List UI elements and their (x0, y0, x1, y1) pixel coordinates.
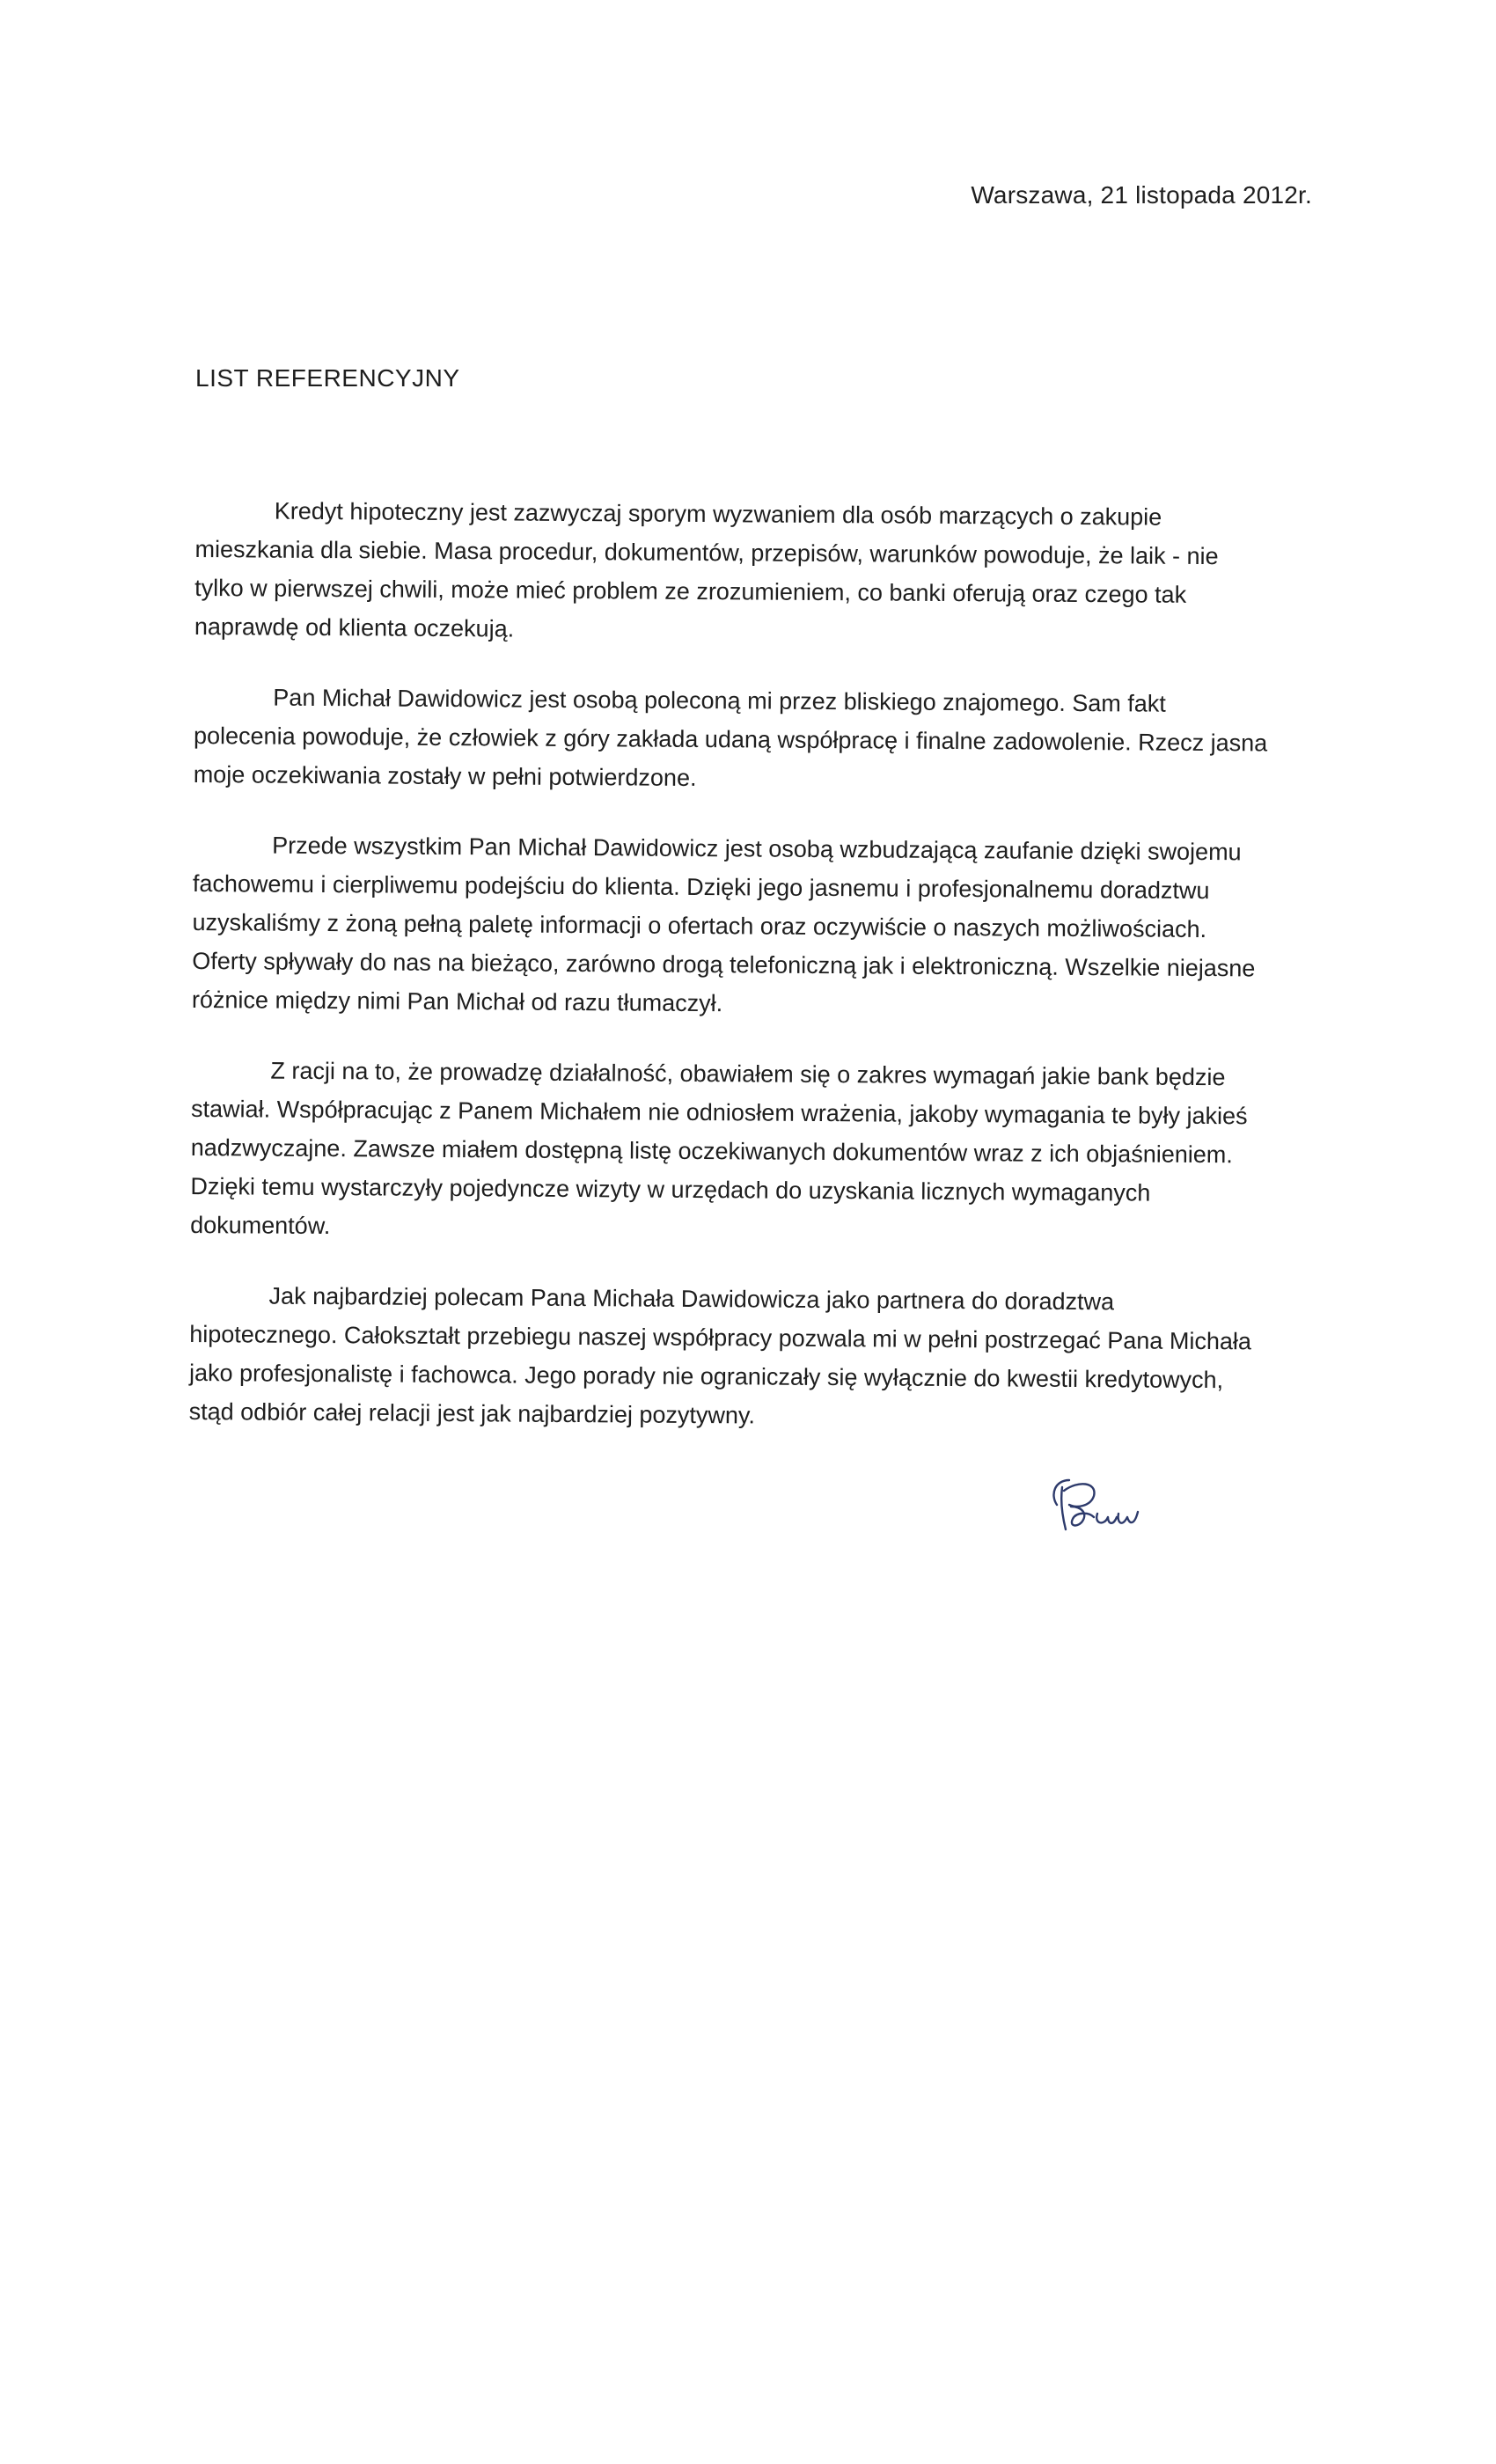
paragraph-line: jako profesjonalistę i fachowca. Jego porady nie ograniczały się wyłącznie do kwestii kredytowych, (188, 1359, 1224, 1394)
paragraph-line: fachowemu i cierpliwemu podejściu do klienta. Dzięki jego jasnemu i profesjonalnemu doradztwu (192, 869, 1210, 905)
paragraph-line: Kredyt hipoteczny jest zazwyczaj sporym wyzwaniem dla osób marzących o zakupie (274, 497, 1162, 531)
paragraph-line: tylko w pierwszej chwili, może mieć problem ze zrozumieniem, co banki oferują oraz czego tak (194, 574, 1187, 608)
paragraph-3 (192, 825, 1302, 1027)
paragraph-line: dokumentów. (190, 1211, 331, 1240)
paragraph-line: polecenia powoduje, że człowiek z góry zakłada udaną współpracę i finalne zadowolenie. Rzecz jasna (193, 722, 1268, 757)
paragraph-line: Dzięki temu wystarczyły pojedyncze wizyty w urzędach do uzyskania licznych wymaganych (190, 1172, 1151, 1206)
letter-body (188, 491, 1304, 1470)
paragraph-line: uzyskaliśmy z żoną pełną paletę informacji o ofertach oraz oczywiście o naszych możliwościach. (192, 908, 1207, 943)
paragraph-line: Oferty spływały do nas na bieżąco, zarówno drogą telefoniczną jak i elektroniczną. Wszelkie niejasne (192, 947, 1256, 982)
paragraph-1 (194, 491, 1304, 654)
paragraph-line: hipotecznego. Całokształt przebiegu naszej współpracy pozwala mi w pełni postrzegać Pana Michała (189, 1320, 1252, 1355)
paragraph-line: stawiał. Współpracując z Panem Michałem nie odniosłem wrażenia, jakoby wymagania te były jakieś (190, 1095, 1248, 1130)
handwritten-signature-icon (1043, 1461, 1175, 1540)
date-line: Warszawa, 21 listopada 2012r. (971, 181, 1312, 209)
paragraph-2 (194, 678, 1303, 802)
paragraph-line: moje oczekiwania zostały w pełni potwierdzone. (193, 760, 697, 791)
paragraph-line: stąd odbiór całej relacji jest jak najbardziej pozytywny. (188, 1397, 756, 1429)
paragraph-line: różnice między nimi Pan Michał od razu tłumaczył. (191, 986, 723, 1017)
paragraph-line: Pan Michał Dawidowicz jest osobą poleconą mi przez bliskiego znajomego. Sam fakt (273, 684, 1166, 717)
paragraph-line: Z racji na to, że prowadzę działalność, obawiałem się o zakres wymagań jakie bank będzie (270, 1057, 1226, 1091)
paragraph-5 (189, 1276, 1299, 1439)
paragraph-4 (190, 1051, 1301, 1252)
document-title: LIST REFERENCYJNY (195, 364, 460, 392)
paragraph-line: Jak najbardziej polecam Pana Michała Dawidowicza jako partnera do doradztwa (268, 1282, 1115, 1316)
paragraph-line: nadzwyczajne. Zawsze miałem dostępną listę oczekiwanych dokumentów wraz z ich objaśnieniem. (190, 1133, 1233, 1169)
paragraph-line: naprawdę od klienta oczekują. (194, 612, 515, 642)
paragraph-line: mieszkania dla siebie. Masa procedur, dokumentów, przepisów, warunków powoduje, że laik - nie (194, 535, 1219, 570)
paragraph-line: Przede wszystkim Pan Michał Dawidowicz jest osobą wzbudzającą zaufanie dzięki swojemu (272, 832, 1242, 866)
